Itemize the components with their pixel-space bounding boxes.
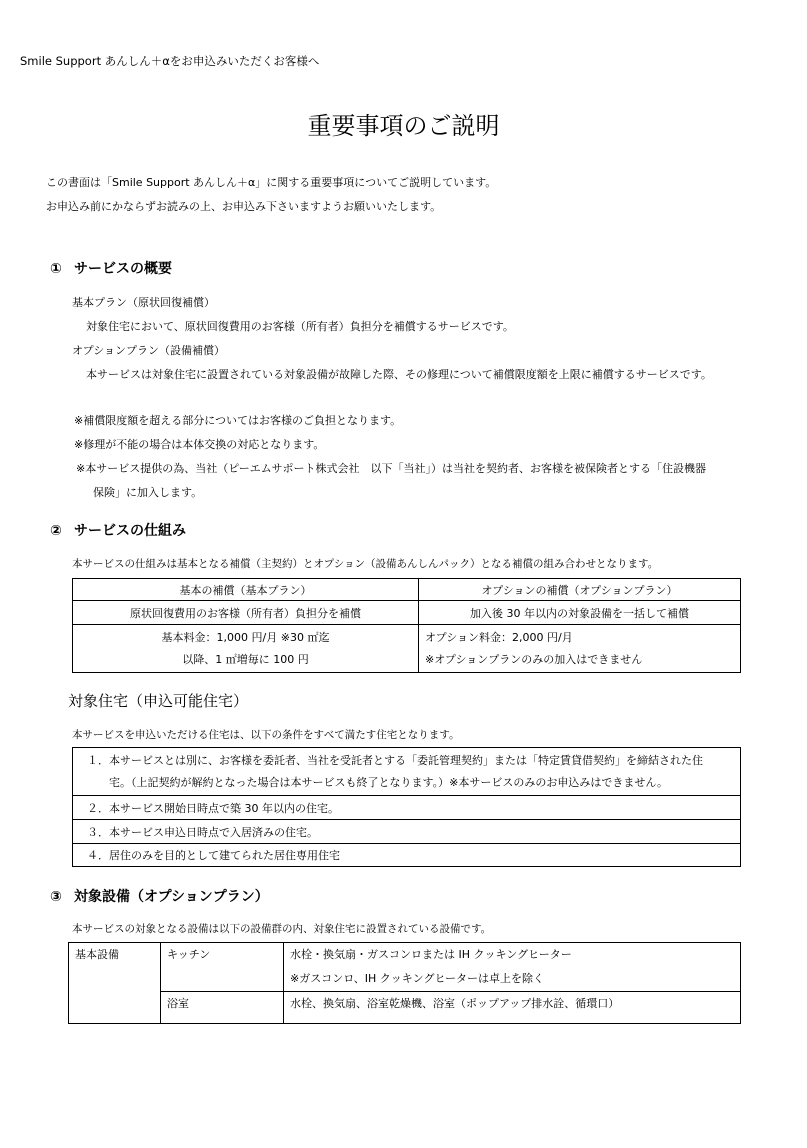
plan-table-header-option: オプションの補償（オプションプラン）	[419, 579, 741, 601]
section3-title: 対象設備（オプションプラン）	[74, 889, 269, 905]
intro-line-1: この書面は「Smile Support あんしん＋α」に関する重要事項についてご説明しています。	[46, 176, 497, 189]
condition-1	[73, 748, 741, 796]
plan-table-header-basic: 基本の補償（基本プラン）	[73, 579, 419, 601]
section2-number: ②	[50, 523, 62, 539]
section1-heading	[50, 258, 172, 278]
equipment-kitchen	[161, 943, 284, 992]
section3-intro: 本サービスの対象となる設備は以下の設備群の内、対象住宅に設置されている設備です。	[72, 923, 492, 935]
option-fee-line-1: オプション料金：2,000 円/月	[425, 630, 573, 644]
condition-1-line-2: 宅。（上記契約が解約となった場合は本サービスも終了となります。）※本サービスのみのお申込みはできません。	[109, 775, 668, 789]
section1-title: サービスの概要	[74, 261, 172, 277]
equipment-bath-items	[284, 992, 741, 1024]
page-header: Smile Support あんしん＋αをお申込みいただくお客様へ	[20, 54, 320, 68]
plan-table-option-coverage: 加入後 30 年以内の対象設備を一括して補償	[419, 601, 741, 625]
equipment-kitchen-label: キッチン	[167, 948, 211, 961]
equipment-category-label: 基本設備	[75, 948, 119, 961]
kitchen-items-line-2: ※ガスコンロ、IH クッキングヒーターは卓上を除く	[290, 972, 545, 985]
condition-3: ３．本サービス申込日時点で入居済みの住宅。	[73, 820, 741, 844]
plan-table-basic-coverage: 原状回復費用のお客様（所有者）負担分を補償	[73, 601, 419, 625]
note-2: ※修理が不能の場合は本体交換の対応となります。	[74, 438, 325, 451]
basic-plan-description: 対象住宅において、原状回復費用のお客様（所有者）負担分を補償するサービスです。	[86, 320, 514, 333]
note-1: ※補償限度額を超える部分についてはお客様のご負担となります。	[74, 414, 402, 427]
page-title: 重要事項のご説明	[307, 112, 500, 140]
plan-table	[72, 578, 741, 673]
section3-heading	[50, 886, 269, 906]
conditions-table	[72, 747, 741, 867]
basic-fee-line-2: 以降、1 ㎡増毎に 100 円	[182, 652, 309, 666]
option-fee-line-2: ※オプションプランのみの加入はできません	[425, 652, 643, 666]
equipment-bath-label: 浴室	[167, 997, 189, 1010]
note-3-continued: 保険」に加入します。	[93, 486, 203, 499]
equipment-category	[69, 943, 161, 1024]
equipment-kitchen-items	[284, 943, 741, 992]
condition-1-line-1: １．本サービスとは別に、お客様を委託者、当社を受託者とする「委託管理契約」または「特定賃貸借契約」を締結された住	[87, 753, 703, 767]
note-3: ※本サービス提供の為、当社（ピーエムサポート株式会社 以下「当社」）は当社を契約者、お客様を被保険者とする「住設機器	[76, 462, 707, 475]
option-plan-description: 本サービスは対象住宅に設置されている対象設備が故障した際、その修理について補償限度額を上限に補償するサービスです。	[86, 368, 712, 381]
section2-title: サービスの仕組み	[74, 523, 186, 539]
equipment-bath	[161, 992, 284, 1024]
basic-fee-line-1: 基本料金：1,000 円/月 ※30 ㎡迄	[161, 630, 330, 644]
plan-table-basic-fee	[73, 625, 419, 673]
section3-number: ③	[50, 889, 62, 905]
intro-line-2: お申込み前にかならずお読みの上、お申込み下さいますようお願いいたします。	[46, 200, 442, 213]
section1-number: ①	[50, 261, 62, 277]
condition-4: ４．居住のみを目的として建てられた居住専用住宅	[73, 844, 741, 867]
section2-heading	[50, 520, 186, 540]
condition-2: ２．本サービス開始日時点で築 30 年以内の住宅。	[73, 796, 741, 820]
eligible-housing-intro: 本サービスを申込いただける住宅は、以下の条件をすべて満たす住宅となります。	[72, 729, 460, 741]
eligible-housing-heading: 対象住宅（申込可能住宅）	[68, 692, 249, 710]
option-plan-label: オプションプラン（設備補償）	[72, 344, 226, 357]
kitchen-items-line-1: 水栓・換気扇・ガスコンロまたは IH クッキングヒーター	[290, 948, 572, 961]
plan-table-option-fee	[419, 625, 741, 673]
equipment-table	[68, 942, 741, 1024]
section2-intro: 本サービスの仕組みは基本となる補償（主契約）とオプション（設備あんしんパック）となる補償の組み合わせとなります。	[72, 558, 659, 570]
basic-plan-label: 基本プラン（原状回復補償）	[72, 296, 215, 309]
bath-items-line: 水栓、換気扇、浴室乾燥機、浴室（ポップアップ排水詮、循環口）	[290, 997, 620, 1010]
